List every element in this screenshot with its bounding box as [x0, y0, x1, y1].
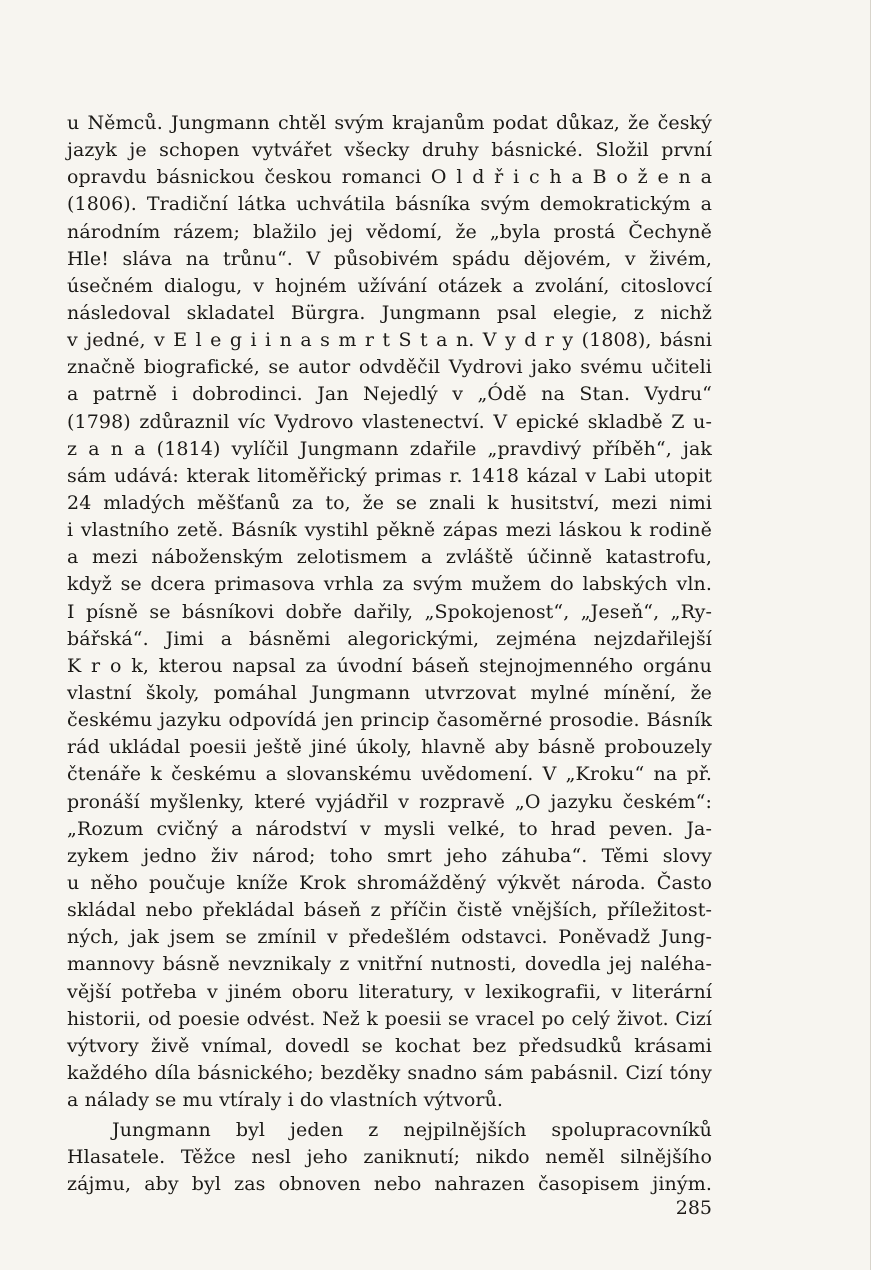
text-line: v jedné, v E l e g i i n a s m r t S t a n. V y d r y (1808), básni	[67, 329, 712, 352]
text-line: výtvory živě vnímal, dovedl se kochat bez předsudků krásami	[67, 1034, 712, 1057]
text-line: ných, jak jsem se zmínil v předešlém odstavci. Poněvadž Jung-	[67, 926, 712, 949]
text-line: čtenáře k českému a slovanskému uvědomení. V „Kroku“ na př.	[67, 763, 712, 786]
paragraph-1	[67, 110, 712, 1114]
text-line: národním rázem; blažilo jej vědomí, že „byla prostá Čechyně	[67, 220, 712, 243]
text-line: pronáší myšlenky, které vyjádřil v rozpravě „O jazyku českém“:	[67, 790, 712, 813]
text-line: a nálady se mu vtíraly i do vlastních výtvorů.	[67, 1089, 504, 1112]
text-line: opravdu básnickou českou romanci O l d ř i c h a B o ž e n a	[67, 166, 712, 189]
text-line: bářská“. Jimi a básněmi alegorickými, zejména nejzdařilejší	[67, 627, 712, 650]
text-line: sám udává: kterak litoměřický primas r. 1418 kázal v Labi utopit	[67, 464, 712, 487]
text-line: skládal nebo překládal báseň z příčin čistě vnějších, příležitost-	[67, 899, 712, 922]
text-line: vlastní školy, pomáhal Jungmann utvrzovat mylné mínění, že	[67, 681, 712, 704]
text-line: (1798) zdůraznil víc Vydrovo vlastenectví. V epické skladbě Z u-	[67, 410, 712, 433]
text-line: značně biografické, se autor odvděčil Vydrovi jako svému učiteli	[67, 356, 712, 379]
text-line: následoval skladatel Bürgra. Jungmann psal elegie, z nichž	[67, 301, 712, 324]
text-line: zykem jedno živ národ; toho smrt jeho záhuba“. Těmi slovy	[67, 844, 712, 867]
body-text	[67, 110, 712, 1199]
text-line: u Němců. Jungmann chtěl svým krajanům podat důkaz, že český	[67, 112, 712, 134]
text-line: když se dcera primasova vrhla za svým mužem do labských vln.	[67, 573, 712, 596]
text-line: českému jazyku odpovídá jen princip časoměrné prosodie. Básník	[67, 709, 712, 732]
text-line: (1806). Tradiční látka uchvátila básníka svým demokratickým a	[67, 193, 712, 216]
page-number: 285	[675, 1197, 712, 1219]
text-line: vější potřeba v jiném oboru literatury, v lexikografii, v literární	[67, 980, 712, 1003]
paragraph-2	[67, 1117, 712, 1198]
text-line: každého díla básnického; bezděky snadno sám pabásnil. Cizí tóny	[67, 1061, 712, 1084]
text-line: „Rozum cvičný a národství v mysli velké, to hrad peven. Ja-	[67, 817, 712, 840]
text-line: z a n a (1814) vylíčil Jungmann zdařile „pravdivý příběh“, jak	[67, 437, 712, 460]
text-line: u něho poučuje kníže Krok shromážděný výkvět národa. Často	[67, 871, 712, 894]
text-line: rád ukládal poesii ještě jiné úkoly, hlavně aby básně probouzely	[67, 736, 712, 759]
text-line: a mezi náboženským zelotismem a zvláště účinně katastrofu,	[67, 546, 712, 569]
text-line: Jungmann byl jeden z nejpilnějších spolupracovníků	[112, 1119, 712, 1142]
text-line: I písně se básníkovi dobře dařily, „Spokojenost“, „Jeseň“, „Ry-	[67, 600, 712, 623]
text-line: zájmu, aby byl zas obnoven nebo nahrazen časopisem jiným.	[67, 1173, 712, 1196]
text-line: K r o k, kterou napsal za úvodní báseň stejnojmenného orgánu	[67, 654, 712, 677]
text-line: úsečném dialogu, v hojném užívání otázek a zvolání, citoslovcí	[67, 274, 712, 297]
text-line: mannovy básně nevznikaly z vnitřní nutnosti, dovedla jej naléha-	[67, 953, 712, 976]
text-line: Hlasatele. Těžce nesl jeho zaniknutí; nikdo neměl silnějšího	[67, 1146, 712, 1169]
text-line: Hle! sláva na trůnu“. V působivém spádu dějovém, v živém,	[67, 247, 712, 270]
text-line: i vlastního zetě. Básník vystihl pěkně zápas mezi láskou k rodině	[67, 519, 712, 542]
text-line: a patrně i dobrodinci. Jan Nejedlý v „Ódě na Stan. Vydru“	[67, 383, 712, 406]
text-line: 24 mladých měšťanů za to, že se znali k husitství, mezi nimi	[67, 491, 712, 514]
text-line: jazyk je schopen vytvářet všecky druhy básnické. Složil první	[67, 139, 712, 162]
text-line: historii, od poesie odvést. Než k poesii se vracel po celý život. Cizí	[67, 1008, 712, 1030]
